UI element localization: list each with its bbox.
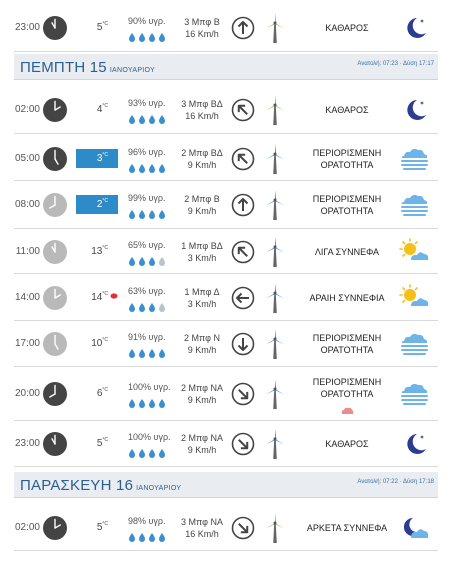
weather-condition: ΑΡΑΙΗ ΣΥΝΝΕΦΙΑ (309, 292, 385, 303)
temperature-unit: °C (102, 387, 108, 393)
weather-icon-cell (398, 514, 430, 542)
forecast-row (14, 181, 438, 229)
humidity-drops-cell (128, 29, 174, 39)
weather-condition: ΑΡΚΕΤΑ ΣΥΝΝΕΦΑ (306, 523, 388, 533)
moon-cloud-icon (398, 514, 430, 542)
wind-direction-icon (231, 332, 255, 356)
weather-icon-cell (398, 238, 430, 266)
wind-speed (176, 286, 228, 310)
row-time: 20:00 (14, 388, 40, 399)
wind-kmh: 9 Km/h (187, 395, 217, 405)
temperature (76, 149, 118, 168)
weather-icon-cell (398, 380, 430, 408)
clock-icon (43, 286, 67, 310)
weather-icon-cell (398, 145, 430, 173)
clock-cell (43, 16, 67, 40)
wind-turbine-icon (264, 328, 286, 360)
humidity-drops (128, 302, 174, 312)
wind-turbine-icon (264, 428, 286, 460)
wind-arrow-cell (231, 332, 255, 356)
humidity-drops (128, 163, 174, 173)
wind-beaufort: 2 Μπφ ΝΑ (181, 433, 223, 443)
temperature-unit: °C (102, 21, 108, 27)
moon-icon (398, 430, 430, 458)
clock-icon (43, 382, 67, 406)
temperature (76, 242, 118, 261)
humidity-drops (128, 256, 174, 266)
day-title (20, 59, 155, 76)
rain-cloud-icon (340, 406, 354, 415)
weather-condition: ΛΙΓΑ ΣΥΝΝΕΦΑ (314, 246, 380, 257)
temperature-unit: °C (102, 151, 108, 158)
weather-icon-cell (398, 284, 430, 312)
wind-direction-icon (231, 16, 255, 40)
wind-turbine-icon (264, 12, 286, 44)
humidity-text: 98% υγρ. (128, 516, 166, 526)
clock-icon (43, 332, 67, 356)
clock-icon (43, 193, 67, 217)
wind-turbine-icon (264, 236, 286, 268)
wind-arrow-cell (231, 516, 255, 540)
turbine-cell (264, 143, 286, 175)
clock-cell (43, 240, 67, 264)
moon-icon (398, 14, 430, 42)
temperature (76, 100, 118, 119)
wind-arrow-cell (231, 16, 255, 40)
humidity-drops-cell (128, 206, 174, 216)
wind-beaufort: 3 Μπφ Β (184, 17, 220, 27)
wind-turbine-icon (264, 94, 286, 126)
humidity-text: 90% υγρ. (128, 16, 166, 26)
wind-kmh: 3 Km/h (187, 252, 217, 263)
humidity-drops (128, 398, 174, 408)
turbine-cell (264, 189, 286, 221)
wind-turbine-icon (264, 143, 286, 175)
temperature (76, 434, 118, 453)
day-name-text: ΠΕΜΠΤΗ 15 (20, 59, 107, 76)
clock-icon (43, 16, 67, 40)
row-time: 05:00 (14, 152, 40, 164)
sunrise-sunset: Ανατολή: 07:22 · Δύση 17:18 (357, 479, 434, 485)
day-header (14, 54, 438, 80)
temperature-value: 2 (96, 199, 103, 210)
weather-condition: ΠΕΡΙΟΡΙΣΜΕΝΗ ΟΡΑΤΟΤΗΤΑ (312, 194, 382, 216)
turbine-cell (264, 378, 286, 410)
turbine-cell (264, 282, 286, 314)
wind-beaufort: 2 Μπφ ΒΔ (181, 147, 223, 158)
fog-icon (398, 380, 430, 408)
humidity-text: 99% υγρ. (128, 193, 166, 203)
temperature (76, 518, 118, 537)
humidity-drops-cell (128, 253, 174, 263)
wind-kmh: 9 Km/h (187, 206, 217, 216)
day-month-text: ΙΑΝΟΥΑΡΙΟΥ (136, 485, 182, 492)
temperature-value: 14 (91, 291, 103, 303)
row-time: 11:00 (15, 245, 40, 257)
wind-beaufort: 2 Μπφ Ν (184, 333, 220, 343)
weather-icon-cell (398, 330, 430, 358)
row-time: 23:00 (14, 438, 40, 449)
temperature-unit: °C (102, 521, 108, 527)
clock-icon (43, 516, 67, 540)
forecast-row (14, 274, 438, 321)
wind-speed (176, 382, 228, 406)
humidity-text: 100% υγρ. (128, 382, 171, 392)
humidity-text: 63% υγρ. (128, 285, 166, 296)
row-time: 08:00 (14, 199, 40, 210)
fog-icon (398, 191, 430, 219)
humidity-drops-cell (128, 445, 174, 455)
temperature-unit: °C (102, 244, 108, 251)
wind-speed (176, 147, 228, 171)
temperature-value: 5 (96, 438, 103, 449)
forecast-row (14, 136, 438, 181)
wind-beaufort: 1 Μπφ Δ (184, 286, 220, 297)
temperature-unit: °C (102, 103, 108, 109)
forecast-row (14, 86, 438, 134)
clock-icon (43, 240, 67, 264)
forecast-row (14, 505, 438, 551)
day-title (20, 477, 181, 494)
clock-icon (43, 98, 67, 122)
humidity-text: 93% υγρ. (128, 98, 166, 108)
humidity-drops (128, 209, 174, 219)
weather-condition: ΠΕΡΙΟΡΙΣΜΕΝΗ ΟΡΑΤΟΤΗΤΑ (312, 147, 382, 170)
temperature (76, 384, 118, 403)
humidity-drops (128, 114, 174, 124)
temperature-unit: °C (102, 437, 108, 443)
wind-arrow-cell (231, 432, 255, 456)
temperature-unit: °C (102, 337, 108, 343)
forecast-row (14, 321, 438, 367)
humidity-drops-cell (128, 395, 174, 405)
clock-cell (43, 98, 67, 122)
moon-icon (398, 96, 430, 124)
wind-arrow-cell (231, 98, 255, 122)
weather-condition: ΚΑΘΑΡΟΣ (325, 23, 369, 33)
temperature-value: 6 (96, 388, 103, 399)
wind-kmh: 16 Km/h (185, 29, 219, 39)
wind-arrow-cell (231, 240, 255, 264)
clock-cell (43, 193, 67, 217)
wind-turbine-icon (264, 282, 286, 314)
day-header (14, 472, 438, 498)
humidity-drops-cell (128, 160, 174, 170)
humidity-drops-cell (128, 529, 174, 539)
clock-icon (43, 147, 67, 171)
forecast-row (14, 421, 438, 467)
wind-turbine-icon (264, 189, 286, 221)
clock-cell (43, 516, 67, 540)
row-time: 23:00 (14, 22, 40, 33)
wind-kmh: 9 Km/h (187, 445, 217, 455)
humidity-drops-cell (128, 111, 174, 121)
turbine-cell (264, 94, 286, 126)
max-temp-marker-icon (110, 286, 118, 304)
day-month-text: ΙΑΝΟΥΑΡΙΟΥ (109, 67, 156, 74)
clock-icon (43, 432, 67, 456)
sunrise-sunset: Ανατολή: 07:23 · Δύση 17:17 (357, 61, 434, 67)
wind-kmh: 16 Km/h (185, 111, 219, 121)
temperature-value: 13 (91, 245, 103, 257)
turbine-cell (264, 512, 286, 544)
wind-direction-icon (231, 432, 255, 456)
wind-beaufort: 3 Μπφ ΒΔ (181, 99, 223, 109)
humidity-text: 100% υγρ. (128, 432, 171, 442)
weather-condition: ΚΑΘΑΡΟΣ (325, 439, 369, 449)
wind-arrow-cell (231, 382, 255, 406)
weather-condition: ΠΕΡΙΟΡΙΣΜΕΝΗ ΟΡΑΤΟΤΗΤΑ (312, 333, 382, 355)
wind-direction-icon (231, 193, 255, 217)
temperature-value: 10 (91, 338, 103, 349)
wind-direction-icon (231, 240, 255, 264)
temperature (76, 195, 118, 214)
weather-icon-cell (398, 14, 430, 42)
humidity-drops (128, 32, 174, 42)
temperature-value: 3 (96, 152, 103, 164)
sun-cloud-icon (398, 284, 430, 312)
forecast-row (14, 229, 438, 274)
wind-kmh: 3 Km/h (187, 298, 217, 309)
wind-speed (176, 432, 228, 456)
humidity-drops (128, 532, 174, 542)
wind-kmh: 9 Km/h (187, 345, 217, 355)
wind-direction-icon (231, 147, 255, 171)
row-time: 14:00 (14, 291, 40, 303)
temperature-value: 5 (96, 22, 103, 33)
forecast-row (14, 367, 438, 421)
wind-direction-icon (231, 286, 255, 310)
wind-arrow-cell (231, 193, 255, 217)
wind-speed (176, 240, 228, 264)
wind-beaufort: 3 Μπφ ΝΑ (181, 517, 223, 527)
wind-speed (176, 193, 228, 217)
humidity-drops-cell (128, 345, 174, 355)
wind-direction-icon (231, 98, 255, 122)
temperature (76, 18, 118, 37)
temperature (76, 334, 118, 353)
wind-speed (176, 516, 228, 540)
temperature-unit: °C (102, 290, 108, 297)
clock-cell (43, 286, 67, 310)
wind-turbine-icon (264, 512, 286, 544)
wind-speed (176, 16, 228, 40)
wind-beaufort: 2 Μπφ Β (184, 194, 220, 204)
row-time: 17:00 (14, 338, 40, 349)
weather-condition: ΚΑΘΑΡΟΣ (325, 105, 369, 115)
day-name-text: ΠΑΡΑΣΚΕΥΗ 16 (20, 477, 134, 494)
wind-arrow-cell (231, 147, 255, 171)
row-time: 02:00 (14, 104, 40, 115)
turbine-cell (264, 328, 286, 360)
humidity-drops-cell (128, 299, 174, 309)
clock-cell (43, 147, 67, 171)
wind-speed (176, 98, 228, 122)
rain-cloud-icon (340, 402, 354, 420)
clock-cell (43, 432, 67, 456)
weather-condition: ΠΕΡΙΟΡΙΣΜΕΝΗ ΟΡΑΤΟΤΗΤΑ (312, 377, 382, 399)
weather-icon-cell (398, 191, 430, 219)
humidity-text: 65% υγρ. (128, 239, 166, 250)
humidity-drops (128, 348, 174, 358)
wind-beaufort: 1 Μπφ ΒΔ (181, 240, 223, 251)
turbine-cell (264, 428, 286, 460)
clock-cell (43, 332, 67, 356)
wind-kmh: 9 Km/h (187, 159, 217, 170)
humidity-text: 96% υγρ. (128, 146, 166, 157)
fog-icon (398, 330, 430, 358)
sun-cloud-icon (398, 238, 430, 266)
weather-icon-cell (398, 430, 430, 458)
wind-beaufort: 2 Μπφ ΝΑ (181, 383, 223, 393)
wind-direction-icon (231, 382, 255, 406)
wind-arrow-cell (231, 286, 255, 310)
turbine-cell (264, 12, 286, 44)
temperature-unit: °C (102, 198, 108, 204)
forecast-row (14, 4, 438, 52)
wind-turbine-icon (264, 378, 286, 410)
weather-icon-cell (398, 96, 430, 124)
humidity-drops (128, 448, 174, 458)
max-temp-marker-icon (110, 293, 118, 299)
fog-icon (398, 145, 430, 173)
turbine-cell (264, 236, 286, 268)
wind-direction-icon (231, 516, 255, 540)
wind-kmh: 16 Km/h (185, 529, 219, 539)
wind-speed (176, 332, 228, 356)
row-time: 02:00 (14, 522, 40, 533)
temperature-value: 4 (96, 104, 103, 115)
temperature-value: 5 (96, 522, 103, 533)
humidity-text: 91% υγρ. (128, 332, 166, 342)
clock-cell (43, 382, 67, 406)
